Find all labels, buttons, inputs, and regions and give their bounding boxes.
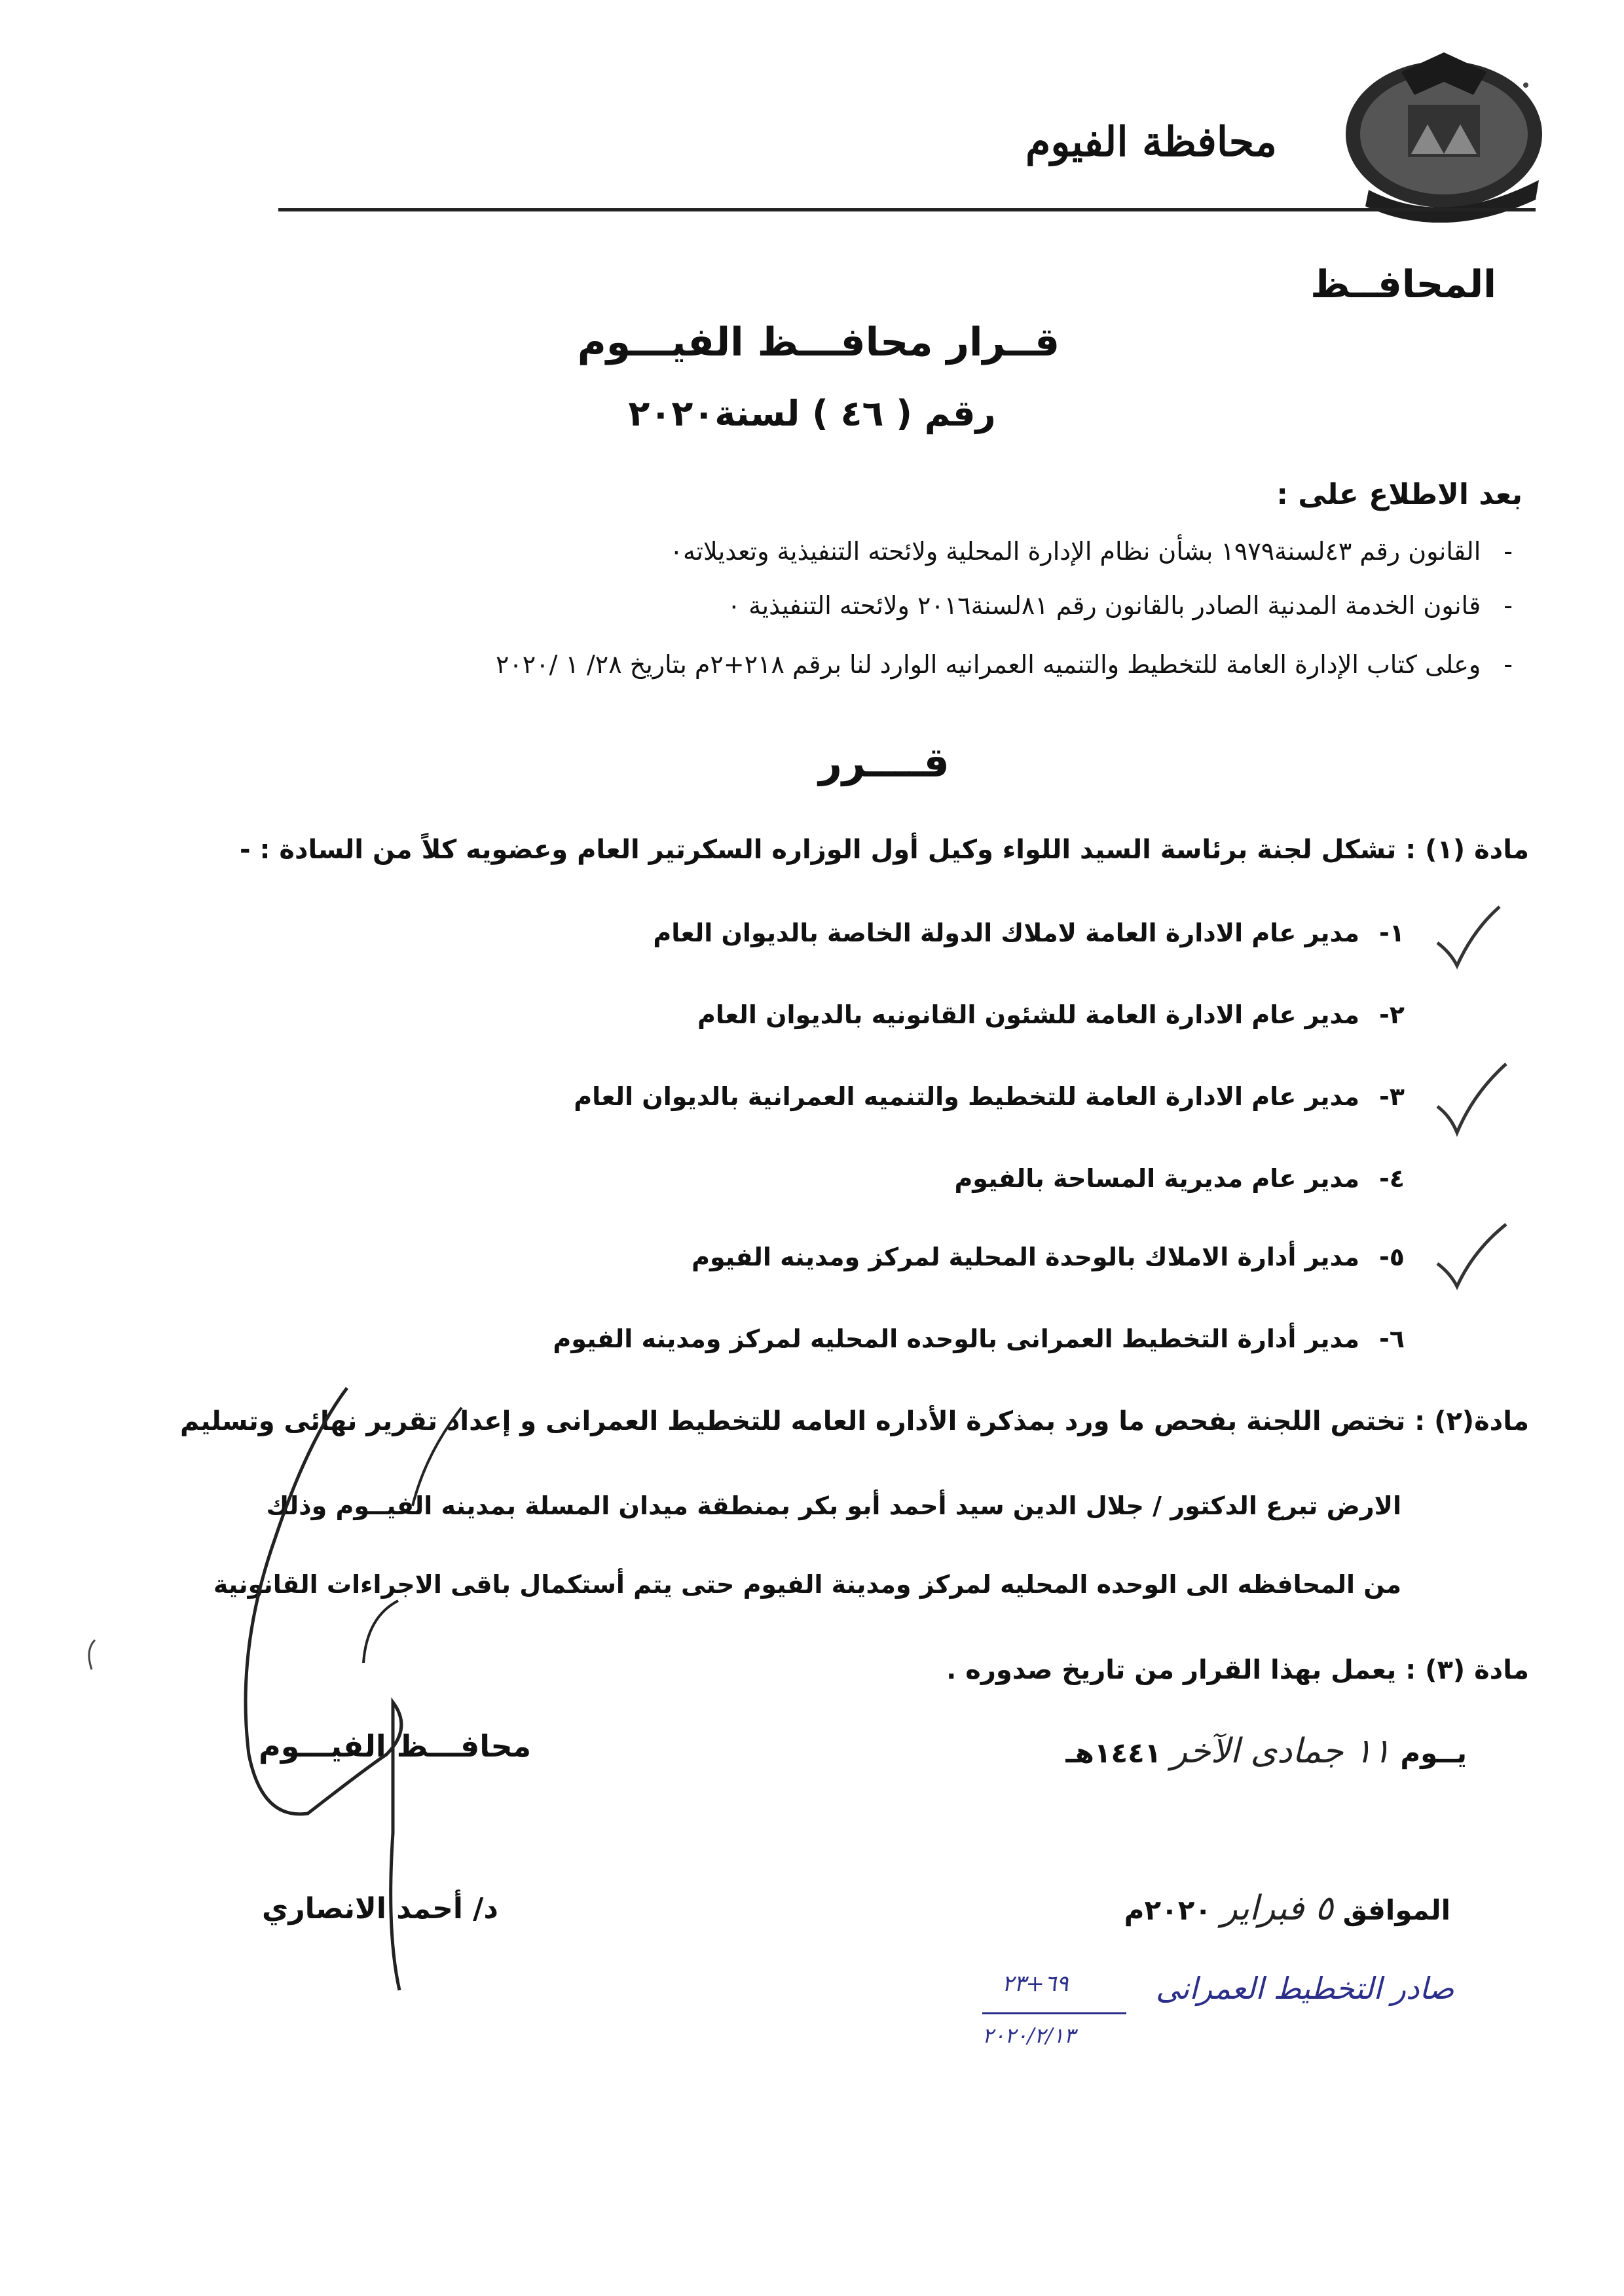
decision-title: قــرار محافـــظ الفيـــوم xyxy=(577,319,1060,365)
article-label: مادة(٢) : xyxy=(1414,1406,1529,1436)
article-3 xyxy=(946,1655,1529,1685)
signatory-name: د/ أحمد الانصاري xyxy=(262,1892,498,1925)
issued-stamp-label: صادر التخطيط العمرانى xyxy=(1156,1971,1454,2006)
signature-stroke xyxy=(363,1601,398,1663)
member-number: ٦- xyxy=(1379,1324,1405,1353)
checkmark-icon xyxy=(1437,1224,1506,1286)
greg-prefix: الموافق xyxy=(1342,1894,1450,1926)
preamble-ref xyxy=(670,537,1513,566)
decides-heading: قــــرر xyxy=(819,738,950,786)
office-heading: المحافــظ xyxy=(1310,262,1496,306)
checkmark-icon xyxy=(1437,907,1500,966)
greg-handwritten: ٥ فبراير xyxy=(1221,1889,1333,1928)
greg-year: ٢٠٢٠م xyxy=(1124,1894,1211,1926)
issued-number: ٦٩+٢٣ xyxy=(1002,1971,1069,1997)
member-number: ٣- xyxy=(1379,1082,1405,1111)
article-text: تختص اللجنة بفحص ما ورد بمذكرة الأداره العامه للتخطيط العمرانى و إعداد تقرير نهائى وتسليم xyxy=(179,1406,1406,1436)
member-number: ٤- xyxy=(1379,1164,1405,1193)
issued-date: ٢٠٢٠/٢/١٣ xyxy=(982,2023,1075,2048)
member-text: مدير أدارة الاملاك بالوحدة المحلية لمركز ومدينه الفيوم xyxy=(692,1243,1360,1271)
member-number: ٢- xyxy=(1379,1000,1405,1029)
article-text: تشكل لجنة برئاسة السيد اللواء وكيل أول الوزاره السكرتير العام وعضويه كلاً من السادة : - xyxy=(239,835,1397,865)
preamble-ref xyxy=(728,591,1513,620)
article-1 xyxy=(240,835,1529,865)
member-text: مدير عام مديرية المساحة بالفيوم xyxy=(954,1164,1360,1193)
hijri-prefix: يــوم xyxy=(1400,1737,1467,1769)
member-item xyxy=(697,1000,1405,1029)
hijri-year: ١٤٤١هـ xyxy=(1065,1737,1162,1769)
member-text: مدير عام الادارة العامة للشئون القانونيه بالديوان العام xyxy=(697,1000,1360,1029)
governorate-emblem xyxy=(1329,46,1552,223)
hijri-handwritten: ١١ جمادى الآخر xyxy=(1171,1732,1391,1771)
member-item xyxy=(574,1082,1405,1111)
ref-text: قانون الخدمة المدنية الصادر بالقانون رقم ٨١لسنة٢٠١٦ ولائحته التنفيذية ٠ xyxy=(727,591,1481,620)
dash: - xyxy=(1504,650,1513,679)
header-divider xyxy=(278,208,1536,211)
article-label: مادة (٣) : xyxy=(1405,1655,1529,1685)
preamble-heading: بعد الاطلاع على : xyxy=(1276,478,1522,511)
ref-text: القانون رقم ٤٣لسنة١٩٧٩ بشأن نظام الإدارة المحلية ولائحته التنفيذية وتعديلاته٠ xyxy=(669,537,1481,566)
hijri-date xyxy=(1065,1732,1467,1771)
article-2-line: من المحافظه الى الوحده المحليه لمركز ومدينة الفيوم حتى يتم أستكمال باقى الاجراءات القانونية xyxy=(213,1570,1401,1599)
dash: - xyxy=(1504,537,1513,566)
article-2 xyxy=(180,1406,1529,1436)
governorate-title: محافظة الفيوم xyxy=(1025,118,1277,166)
signatory-title: محافـــظ الفيـــوم xyxy=(259,1728,532,1764)
ref-text: وعلى كتاب الإدارة العامة للتخطيط والتنميه العمرانيه الوارد لنا برقم ٢١٨+٢م بتاريخ ٢٨/ ١ /٢٠٢٠ xyxy=(495,650,1481,679)
checkmark-icon xyxy=(1437,1064,1506,1133)
article-2-line: الارض تبرع الدكتور / جلال الدين سيد أحمد أبو بكر بمنطقة ميدان المسلة بمدينه الفيــوم وذلك xyxy=(266,1491,1401,1520)
member-text: مدير أدارة التخطيط العمرانى بالوحده المحليه لمركز ومدينه الفيوم xyxy=(553,1324,1360,1353)
member-text: مدير عام الادارة العامة لاملاك الدولة الخاصة بالديوان العام xyxy=(653,919,1360,947)
member-item xyxy=(692,1243,1405,1271)
decision-number: رقم ( ٤٦ ) لسنة٢٠٢٠ xyxy=(628,393,996,434)
article-label: مادة (١) : xyxy=(1405,835,1529,865)
article-text: يعمل بهذا القرار من تاريخ صدوره . xyxy=(946,1655,1397,1685)
member-number: ٥- xyxy=(1379,1243,1405,1271)
member-text: مدير عام الادارة العامة للتخطيط والتنميه العمرانية بالديوان العام xyxy=(574,1082,1360,1111)
dash: - xyxy=(1504,591,1513,620)
member-item xyxy=(653,919,1405,947)
margin-mark xyxy=(89,1640,95,1669)
preamble-ref xyxy=(496,650,1513,679)
member-number: ١- xyxy=(1379,919,1405,947)
gregorian-date xyxy=(1124,1889,1450,1928)
member-item xyxy=(954,1164,1405,1193)
member-item xyxy=(553,1324,1405,1353)
